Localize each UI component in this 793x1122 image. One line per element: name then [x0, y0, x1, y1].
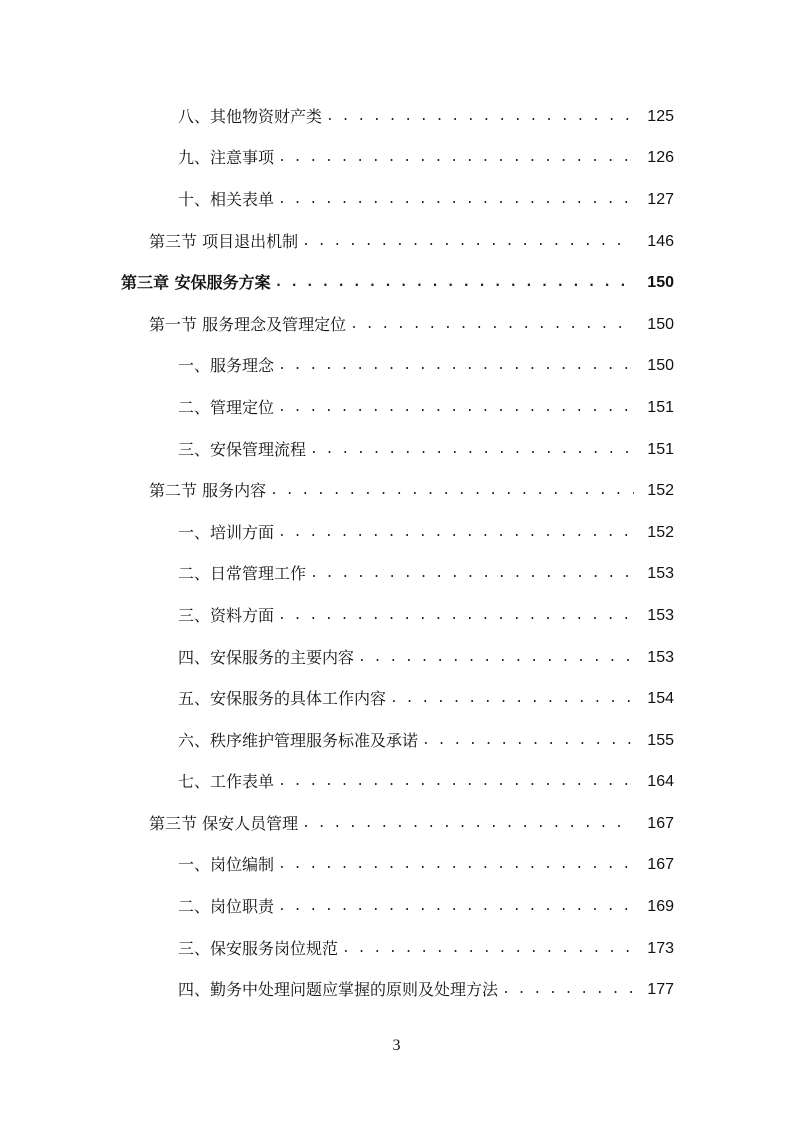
toc-entry-title: 四、勤务中处理问题应掌握的原则及处理方法 — [178, 980, 499, 1000]
toc-leader-dots — [422, 731, 634, 751]
table-of-contents — [0, 96, 793, 1011]
toc-entry-title: 八、其他物资财产类 — [178, 106, 323, 126]
toc-chapter-entry[interactable] — [0, 262, 793, 304]
toc-entry-page: 150 — [647, 274, 674, 292]
toc-leader-dots — [278, 897, 634, 917]
toc-leader-dots — [278, 606, 634, 626]
toc-entry-title: 第一节 服务理念及管理定位 — [149, 314, 347, 334]
toc-entry-page: 164 — [647, 773, 674, 791]
toc-entry[interactable] — [0, 886, 793, 928]
toc-section-entry[interactable] — [0, 470, 793, 512]
toc-leader-dots — [270, 481, 634, 501]
toc-entry-title: 七、工作表单 — [178, 772, 275, 792]
toc-entry-page: 153 — [647, 648, 674, 666]
toc-entry-title: 六、秩序维护管理服务标准及承诺 — [178, 730, 419, 750]
toc-entry[interactable] — [0, 928, 793, 970]
toc-leader-dots — [342, 939, 634, 959]
toc-entry-title: 四、安保服务的主要内容 — [178, 647, 355, 667]
toc-entry-page: 152 — [647, 523, 674, 541]
toc-entry-page: 150 — [647, 315, 674, 333]
toc-entry[interactable] — [0, 138, 793, 180]
toc-leader-dots — [278, 523, 634, 543]
toc-entry-page: 153 — [647, 606, 674, 624]
toc-leader-dots — [310, 564, 634, 584]
toc-entry-page: 125 — [647, 107, 674, 125]
toc-entry-page: 167 — [647, 856, 674, 874]
toc-leader-dots — [278, 356, 634, 376]
toc-section-entry[interactable] — [0, 304, 793, 346]
toc-entry[interactable] — [0, 179, 793, 221]
toc-entry[interactable] — [0, 554, 793, 596]
toc-leader-dots — [275, 273, 634, 293]
toc-entry-page: 152 — [647, 482, 674, 500]
toc-entry-page: 151 — [647, 440, 674, 458]
toc-leader-dots — [390, 689, 634, 709]
toc-entry-page: 146 — [647, 232, 674, 250]
toc-entry-page: 167 — [647, 814, 674, 832]
toc-entry-title: 第三章 安保服务方案 — [121, 273, 271, 293]
toc-entry[interactable] — [0, 512, 793, 554]
toc-entry-page: 169 — [647, 898, 674, 916]
toc-entry-page: 155 — [647, 731, 674, 749]
toc-entry[interactable] — [0, 762, 793, 804]
toc-entry-page: 150 — [647, 357, 674, 375]
toc-entry-title: 第二节 服务内容 — [149, 481, 267, 501]
toc-section-entry[interactable] — [0, 803, 793, 845]
toc-entry-page: 173 — [647, 939, 674, 957]
toc-leader-dots — [358, 648, 634, 668]
toc-leader-dots — [310, 440, 634, 460]
toc-entry-title: 三、保安服务岗位规范 — [178, 938, 339, 958]
toc-entry-title: 一、岗位编制 — [178, 855, 275, 875]
toc-entry[interactable] — [0, 346, 793, 388]
toc-leader-dots — [302, 814, 634, 834]
toc-entry[interactable] — [0, 595, 793, 637]
toc-leader-dots — [302, 232, 634, 252]
toc-entry-title: 十、相关表单 — [178, 189, 275, 209]
toc-entry-title: 九、注意事项 — [178, 148, 275, 168]
toc-entry[interactable] — [0, 678, 793, 720]
toc-leader-dots — [502, 980, 634, 1000]
toc-entry-page: 151 — [647, 398, 674, 416]
toc-entry[interactable] — [0, 637, 793, 679]
toc-entry-title: 五、安保服务的具体工作内容 — [178, 689, 387, 709]
toc-entry-page: 177 — [647, 981, 674, 999]
toc-entry-title: 二、岗位职责 — [178, 897, 275, 917]
toc-entry-title: 二、日常管理工作 — [178, 564, 307, 584]
toc-entry-title: 二、管理定位 — [178, 397, 275, 417]
toc-entry-page: 153 — [647, 565, 674, 583]
toc-leader-dots — [278, 855, 634, 875]
toc-entry[interactable] — [0, 845, 793, 887]
toc-entry-title: 一、服务理念 — [178, 356, 275, 376]
toc-entry[interactable] — [0, 969, 793, 1011]
toc-leader-dots — [278, 772, 634, 792]
toc-leader-dots — [278, 398, 634, 418]
toc-entry-page: 127 — [647, 190, 674, 208]
toc-leader-dots — [278, 148, 634, 168]
toc-section-entry[interactable] — [0, 221, 793, 263]
toc-entry-title: 第三节 项目退出机制 — [149, 231, 299, 251]
toc-entry[interactable] — [0, 387, 793, 429]
toc-leader-dots — [326, 107, 634, 127]
toc-leader-dots — [350, 315, 634, 335]
toc-entry-title: 一、培训方面 — [178, 522, 275, 542]
toc-entry-title: 三、安保管理流程 — [178, 439, 307, 459]
toc-entry[interactable] — [0, 429, 793, 471]
toc-entry-title: 三、资料方面 — [178, 605, 275, 625]
page-number: 3 — [392, 1037, 401, 1054]
toc-entry-page: 154 — [647, 690, 674, 708]
toc-entry-title: 第三节 保安人员管理 — [149, 813, 299, 833]
toc-entry[interactable] — [0, 720, 793, 762]
toc-leader-dots — [278, 190, 634, 210]
toc-entry[interactable] — [0, 96, 793, 138]
toc-entry-page: 126 — [647, 149, 674, 167]
